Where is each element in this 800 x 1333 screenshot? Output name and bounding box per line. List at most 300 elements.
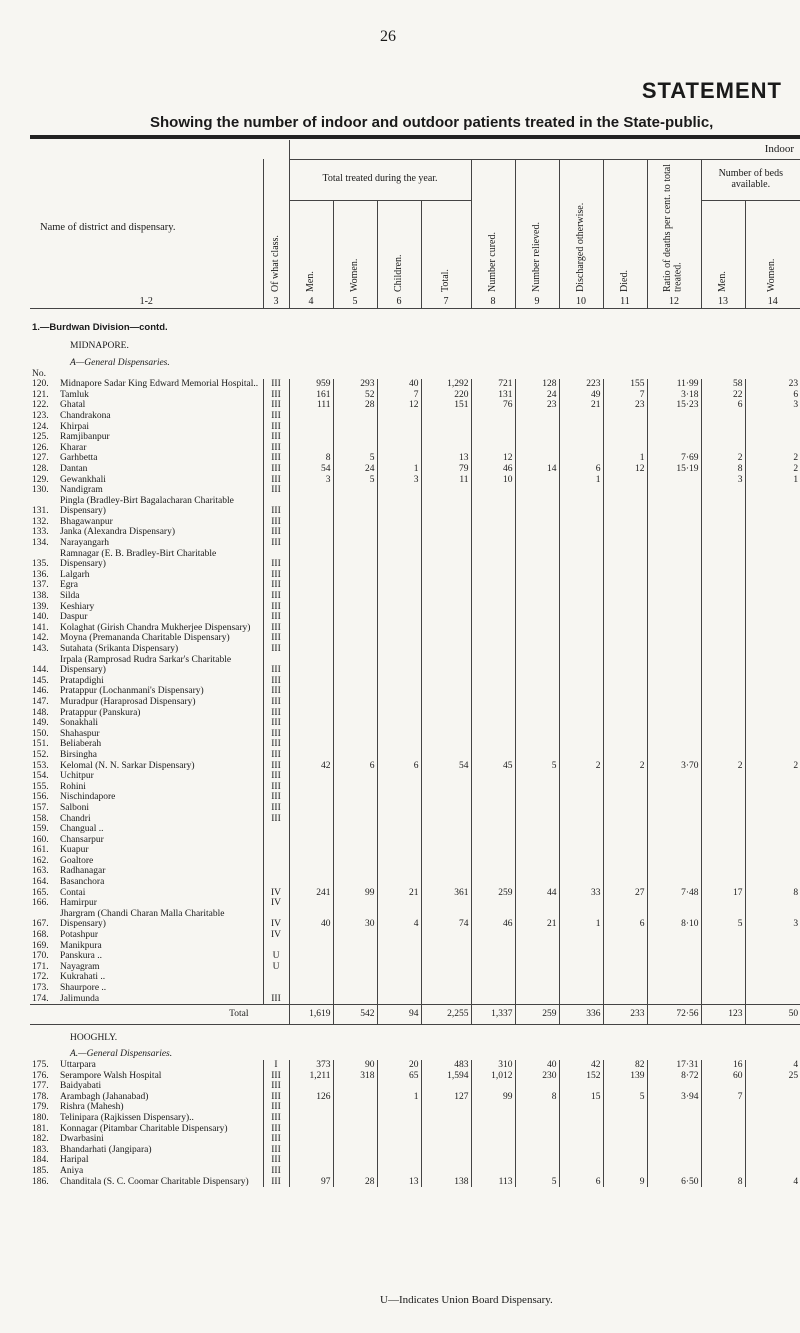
value-cell: 151 — [421, 400, 471, 411]
value-cell — [603, 485, 647, 496]
dispensary-name: Goaltore — [60, 855, 94, 866]
value-cell: 15·19 — [647, 464, 701, 475]
value-cell — [559, 824, 603, 835]
class-cell: III — [263, 739, 289, 750]
value-cell — [559, 538, 603, 549]
value-cell — [745, 930, 800, 941]
value-cell — [515, 983, 559, 994]
dispensary-name: Beliaberah — [60, 739, 102, 750]
value-cell: 2 — [603, 761, 647, 772]
value-cell — [333, 1166, 377, 1177]
column-number: 9 — [515, 297, 559, 308]
total-value: 336 — [559, 1005, 603, 1025]
value-cell — [701, 411, 745, 422]
table-row — [30, 570, 800, 581]
class-cell: IV — [263, 930, 289, 941]
value-cell — [559, 1134, 603, 1145]
dispensary-name: Kukrahati .. — [60, 972, 106, 983]
value-cell — [289, 686, 333, 697]
value-cell: 20 — [377, 1060, 421, 1071]
value-cell — [745, 835, 800, 846]
value-cell: 5 — [515, 1177, 559, 1188]
table-row — [30, 972, 800, 983]
value-cell — [701, 527, 745, 538]
col-cured-header: Number cured. — [486, 231, 498, 292]
row-number: 151. — [32, 739, 49, 750]
value-cell — [701, 962, 745, 973]
value-cell — [559, 814, 603, 825]
row-number: 132. — [32, 516, 49, 527]
footnote: U—Indicates Union Board Dispensary. — [380, 1294, 553, 1306]
value-cell — [745, 782, 800, 793]
value-cell: 17·31 — [647, 1060, 701, 1071]
value-cell — [333, 750, 377, 761]
dispensary-name: Kolaghat (Girish Chandra Mukherjee Dispensary) — [60, 622, 251, 633]
value-cell — [289, 771, 333, 782]
value-cell: 1 — [745, 475, 800, 486]
row-number: 164. — [32, 877, 49, 888]
dispensary-name: Nischindapore — [60, 792, 116, 803]
value-cell — [647, 1081, 701, 1092]
table-row — [30, 1166, 800, 1177]
value-cell — [515, 453, 559, 464]
value-cell: 10 — [471, 475, 515, 486]
value-cell — [421, 1155, 471, 1166]
value-cell — [603, 835, 647, 846]
value-cell: 8 — [515, 1092, 559, 1103]
value-cell — [701, 877, 745, 888]
row-number: 142. — [32, 633, 49, 644]
dispensary-name: Jhargram (Chandi Charan Malla Charitable Dispensary) — [60, 908, 225, 930]
value-cell — [745, 612, 800, 623]
value-cell — [515, 623, 559, 634]
value-cell: 3·18 — [647, 390, 701, 401]
value-cell: 21 — [515, 909, 559, 930]
value-cell — [471, 856, 515, 867]
value-cell — [471, 1166, 515, 1177]
value-cell — [701, 496, 745, 517]
value-cell — [289, 538, 333, 549]
value-cell: 2 — [745, 464, 800, 475]
row-number: 162. — [32, 855, 49, 866]
total-value: 123 — [701, 1005, 745, 1025]
value-cell: 3 — [745, 909, 800, 930]
value-cell — [421, 718, 471, 729]
table-row — [30, 580, 800, 591]
table-row — [30, 888, 800, 899]
value-cell — [515, 1124, 559, 1135]
value-cell — [289, 496, 333, 517]
table-row — [30, 697, 800, 708]
value-cell — [333, 994, 377, 1005]
value-cell — [559, 485, 603, 496]
value-cell — [647, 475, 701, 486]
value-cell — [701, 697, 745, 708]
class-cell — [263, 835, 289, 846]
value-cell — [333, 729, 377, 740]
table-row — [30, 750, 800, 761]
value-cell — [471, 750, 515, 761]
table-row — [30, 845, 800, 856]
value-cell — [515, 422, 559, 433]
value-cell: 7·69 — [647, 453, 701, 464]
value-cell — [377, 517, 421, 528]
value-cell — [647, 856, 701, 867]
value-cell — [701, 549, 745, 570]
value-cell — [515, 771, 559, 782]
row-number: 158. — [32, 813, 49, 824]
col-discharged-header: Discharged otherwise. — [574, 202, 586, 292]
value-cell — [289, 1113, 333, 1124]
value-cell: 25 — [745, 1071, 800, 1082]
statement-title: STATEMENT — [641, 78, 782, 103]
table-row — [30, 729, 800, 740]
column-number: 14 — [745, 297, 800, 308]
dispensary-name: Silda — [60, 591, 80, 602]
row-number: 145. — [32, 675, 49, 686]
value-cell — [377, 411, 421, 422]
value-cell — [559, 708, 603, 719]
value-cell — [333, 686, 377, 697]
value-cell — [333, 633, 377, 644]
value-cell — [745, 422, 800, 433]
value-cell — [745, 771, 800, 782]
row-number: 155. — [32, 781, 49, 792]
dispensary-name: Gewankhali — [60, 474, 106, 485]
dispensary-name: Chandrakona — [60, 410, 111, 421]
value-cell — [377, 697, 421, 708]
value-cell — [603, 1124, 647, 1135]
value-cell — [603, 845, 647, 856]
value-cell — [421, 517, 471, 528]
class-cell: III — [263, 1092, 289, 1103]
value-cell: 1 — [603, 453, 647, 464]
value-cell — [515, 1102, 559, 1113]
value-cell — [377, 877, 421, 888]
col-total-treated-header: Total treated during the year. — [289, 159, 471, 200]
value-cell — [421, 1134, 471, 1145]
total-value: 94 — [377, 1005, 421, 1025]
value-cell — [333, 708, 377, 719]
value-cell — [701, 708, 745, 719]
value-cell: 21 — [377, 888, 421, 899]
value-cell — [647, 941, 701, 952]
column-number: 1-2 — [30, 297, 263, 308]
value-cell — [647, 983, 701, 994]
class-cell: III — [263, 994, 289, 1005]
table-row — [30, 941, 800, 952]
value-cell — [471, 676, 515, 687]
value-cell — [647, 782, 701, 793]
value-cell — [421, 792, 471, 803]
row-number: 169. — [32, 940, 49, 951]
page-number: 26 — [380, 28, 396, 45]
value-cell: 24 — [333, 464, 377, 475]
table-row — [30, 432, 800, 443]
value-cell — [515, 602, 559, 613]
value-cell — [333, 866, 377, 877]
value-cell — [421, 803, 471, 814]
class-cell: III — [263, 1124, 289, 1135]
value-cell — [745, 866, 800, 877]
total-label: Total — [30, 1005, 289, 1025]
value-cell — [701, 1113, 745, 1124]
column-number: 12 — [647, 297, 701, 308]
value-cell — [603, 432, 647, 443]
value-cell — [377, 1124, 421, 1135]
value-cell — [515, 814, 559, 825]
value-cell — [701, 1134, 745, 1145]
value-cell: 2 — [745, 453, 800, 464]
value-cell — [559, 1166, 603, 1177]
value-cell — [471, 612, 515, 623]
class-cell: III — [263, 464, 289, 475]
value-cell — [333, 411, 377, 422]
dispensary-name: Dantan — [60, 463, 88, 474]
value-cell — [603, 782, 647, 793]
value-cell — [421, 432, 471, 443]
dispensary-name: Bhagawanpur — [60, 516, 113, 527]
value-cell: 45 — [471, 761, 515, 772]
dispensary-name: Garhbetta — [60, 453, 98, 464]
class-cell: III — [263, 432, 289, 443]
value-cell — [515, 443, 559, 454]
class-cell: III — [263, 390, 289, 401]
value-cell — [745, 591, 800, 602]
dispensary-name: Rohini — [60, 781, 86, 792]
value-cell — [471, 633, 515, 644]
value-cell — [333, 485, 377, 496]
value-cell: 3·94 — [647, 1092, 701, 1103]
section-heading: 1.—Burdwan Division—contd. — [32, 321, 168, 333]
value-cell — [515, 941, 559, 952]
value-cell — [647, 517, 701, 528]
row-number: 170. — [32, 951, 49, 962]
value-cell — [289, 549, 333, 570]
table-row — [30, 612, 800, 623]
value-cell — [603, 983, 647, 994]
value-cell — [421, 877, 471, 888]
value-cell — [333, 718, 377, 729]
row-number: 168. — [32, 930, 49, 941]
value-cell — [559, 496, 603, 517]
value-cell — [421, 898, 471, 909]
value-cell: 15 — [559, 1092, 603, 1103]
value-cell — [647, 644, 701, 655]
value-cell — [647, 623, 701, 634]
class-cell: III — [263, 729, 289, 740]
dispensary-name: Contai — [60, 887, 86, 898]
statement-subtitle: Showing the number of indoor and outdoor patients treated in the State-public, — [150, 114, 714, 131]
value-cell — [603, 739, 647, 750]
dispensary-name: Haripal — [60, 1155, 89, 1166]
value-cell: 3 — [701, 475, 745, 486]
value-cell — [471, 443, 515, 454]
value-cell — [333, 517, 377, 528]
table-row — [30, 1060, 800, 1071]
value-cell — [421, 951, 471, 962]
class-cell — [263, 877, 289, 888]
value-cell — [701, 612, 745, 623]
value-cell: 4 — [745, 1177, 800, 1188]
value-cell: 97 — [289, 1177, 333, 1188]
value-cell: 2 — [701, 453, 745, 464]
value-cell — [745, 972, 800, 983]
table-row — [30, 1071, 800, 1082]
class-cell: U — [263, 962, 289, 973]
value-cell — [515, 930, 559, 941]
table-row — [30, 983, 800, 994]
value-cell — [471, 570, 515, 581]
dispensary-name: Moyna (Premananda Charitable Dispensary) — [60, 633, 230, 644]
value-cell — [647, 930, 701, 941]
value-cell — [515, 538, 559, 549]
class-cell — [263, 856, 289, 867]
value-cell — [603, 866, 647, 877]
row-number: 129. — [32, 474, 49, 485]
value-cell — [289, 1081, 333, 1092]
value-cell — [603, 538, 647, 549]
value-cell — [289, 814, 333, 825]
value-cell — [515, 517, 559, 528]
value-cell — [603, 994, 647, 1005]
value-cell — [701, 803, 745, 814]
value-cell — [289, 898, 333, 909]
value-cell: 1,211 — [289, 1071, 333, 1082]
value-cell — [333, 623, 377, 634]
indoor-header: Indoor — [289, 140, 800, 159]
value-cell — [333, 422, 377, 433]
value-cell — [701, 580, 745, 591]
class-cell: III — [263, 602, 289, 613]
value-cell — [289, 655, 333, 676]
value-cell — [603, 803, 647, 814]
value-cell — [647, 1124, 701, 1135]
table-row — [30, 390, 800, 401]
value-cell — [333, 538, 377, 549]
value-cell — [515, 432, 559, 443]
value-cell — [647, 538, 701, 549]
value-cell — [377, 782, 421, 793]
table-row — [30, 1177, 800, 1188]
dispensary-name: Salboni — [60, 802, 90, 813]
total-value: 1,619 — [289, 1005, 333, 1025]
value-cell — [421, 856, 471, 867]
value-cell — [377, 538, 421, 549]
value-cell — [289, 432, 333, 443]
table-row — [30, 676, 800, 687]
row-number: 123. — [32, 410, 49, 421]
value-cell — [377, 729, 421, 740]
value-cell — [559, 443, 603, 454]
value-cell: 42 — [559, 1060, 603, 1071]
row-number: 166. — [32, 898, 49, 909]
value-cell — [701, 835, 745, 846]
total-value: 542 — [333, 1005, 377, 1025]
header-rule — [30, 135, 800, 139]
row-number: 179. — [32, 1102, 49, 1113]
value-cell — [289, 527, 333, 538]
class-cell: III — [263, 1071, 289, 1082]
table-row — [30, 1092, 800, 1103]
value-cell: 46 — [471, 909, 515, 930]
value-cell: 483 — [421, 1060, 471, 1071]
value-cell — [377, 941, 421, 952]
value-cell — [421, 602, 471, 613]
row-number: 148. — [32, 707, 49, 718]
value-cell — [421, 580, 471, 591]
class-cell: III — [263, 697, 289, 708]
value-cell — [559, 697, 603, 708]
value-cell — [647, 1102, 701, 1113]
value-cell: 76 — [471, 400, 515, 411]
value-cell — [647, 570, 701, 581]
value-cell — [701, 1145, 745, 1156]
value-cell — [559, 411, 603, 422]
value-cell — [559, 612, 603, 623]
row-number: 135. — [32, 559, 49, 570]
value-cell — [515, 1113, 559, 1124]
value-cell: 1,594 — [421, 1071, 471, 1082]
value-cell — [701, 538, 745, 549]
value-cell — [603, 1166, 647, 1177]
value-cell — [377, 962, 421, 973]
value-cell — [603, 411, 647, 422]
value-cell — [289, 951, 333, 962]
value-cell — [701, 941, 745, 952]
value-cell — [701, 1124, 745, 1135]
value-cell — [377, 739, 421, 750]
row-number: 156. — [32, 792, 49, 803]
row-number: 171. — [32, 961, 49, 972]
dispensary-name: Sonakhali — [60, 718, 98, 729]
value-cell: 15·23 — [647, 400, 701, 411]
value-cell — [559, 941, 603, 952]
value-cell — [471, 803, 515, 814]
value-cell — [745, 994, 800, 1005]
column-number: 7 — [421, 297, 471, 308]
total-value: 259 — [515, 1005, 559, 1025]
value-cell — [745, 570, 800, 581]
value-cell — [701, 686, 745, 697]
value-cell: 49 — [559, 390, 603, 401]
value-cell — [603, 708, 647, 719]
value-cell — [333, 771, 377, 782]
value-cell — [421, 750, 471, 761]
value-cell — [515, 591, 559, 602]
value-cell — [701, 814, 745, 825]
value-cell — [471, 771, 515, 782]
value-cell — [701, 718, 745, 729]
value-cell — [559, 644, 603, 655]
table-row — [30, 496, 800, 517]
table-row — [30, 475, 800, 486]
value-cell: 27 — [603, 888, 647, 899]
value-cell — [377, 1102, 421, 1113]
value-cell — [377, 612, 421, 623]
value-cell — [745, 1155, 800, 1166]
value-cell: 128 — [515, 379, 559, 390]
class-cell: III — [263, 517, 289, 528]
value-cell — [289, 994, 333, 1005]
value-cell — [471, 496, 515, 517]
value-cell: 7 — [701, 1092, 745, 1103]
value-cell — [647, 866, 701, 877]
value-cell — [647, 655, 701, 676]
value-cell — [745, 538, 800, 549]
value-cell — [515, 676, 559, 687]
value-cell — [421, 983, 471, 994]
